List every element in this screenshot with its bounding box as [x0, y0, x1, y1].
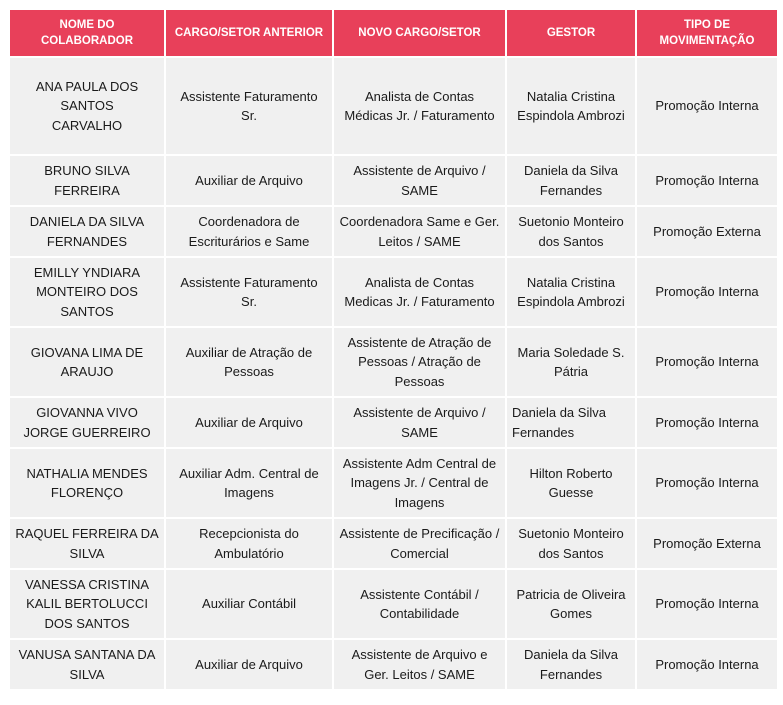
cell-gestor: Hilton Roberto Guesse: [507, 449, 635, 517]
cell-nome: GIOVANA LIMA DE ARAUJO: [10, 328, 164, 396]
cell-tipo: Promoção Externa: [637, 207, 777, 256]
table-row: [10, 156, 777, 205]
cell-nome: ANA PAULA DOS SANTOS CARVALHO: [10, 58, 164, 154]
cell-novo: Assistente de Atração de Pessoas / Atração de Pessoas: [334, 328, 505, 396]
cell-anterior: Auxiliar Adm. Central de Imagens: [166, 449, 332, 517]
cell-gestor: Daniela da Silva Fernandes: [507, 640, 635, 689]
cell-tipo: Promoção Interna: [637, 570, 777, 638]
cell-anterior: Auxiliar de Atração de Pessoas: [166, 328, 332, 396]
movimentacao-table: [8, 8, 779, 691]
cell-anterior: Auxiliar de Arquivo: [166, 640, 332, 689]
cell-gestor: Patricia de Oliveira Gomes: [507, 570, 635, 638]
table-row: [10, 207, 777, 256]
header-nome: NOME DO COLABORADOR: [10, 10, 164, 56]
cell-anterior: Assistente Faturamento Sr.: [166, 258, 332, 326]
header-row: [10, 10, 777, 56]
cell-tipo: Promoção Interna: [637, 156, 777, 205]
cell-nome: EMILLY YNDIARA MONTEIRO DOS SANTOS: [10, 258, 164, 326]
header-novo-cargo: NOVO CARGO/SETOR: [334, 10, 505, 56]
cell-gestor: Natalia Cristina Espindola Ambrozi: [507, 58, 635, 154]
cell-gestor: Maria Soledade S. Pátria: [507, 328, 635, 396]
table-row: [10, 640, 777, 689]
cell-anterior: Recepcionista do Ambulatório: [166, 519, 332, 568]
cell-novo: Assistente de Arquivo / SAME: [334, 156, 505, 205]
table-row: [10, 519, 777, 568]
cell-nome: DANIELA DA SILVA FERNANDES: [10, 207, 164, 256]
cell-anterior: Assistente Faturamento Sr.: [166, 58, 332, 154]
cell-gestor: Suetonio Monteiro dos Santos: [507, 207, 635, 256]
cell-gestor: Natalia Cristina Espindola Ambrozi: [507, 258, 635, 326]
cell-novo: Assistente Contábil / Contabilidade: [334, 570, 505, 638]
table-row: [10, 398, 777, 447]
cell-gestor: Daniela da Silva Fernandes: [507, 156, 635, 205]
cell-gestor: Suetonio Monteiro dos Santos: [507, 519, 635, 568]
cell-tipo: Promoção Interna: [637, 328, 777, 396]
cell-tipo: Promoção Interna: [637, 58, 777, 154]
table-row: [10, 58, 777, 154]
cell-novo: Analista de Contas Médicas Jr. / Faturamento: [334, 58, 505, 154]
cell-tipo: Promoção Interna: [637, 258, 777, 326]
cell-novo: Assistente de Precificação / Comercial: [334, 519, 505, 568]
cell-anterior: Auxiliar Contábil: [166, 570, 332, 638]
header-cargo-anterior: CARGO/SETOR ANTERIOR: [166, 10, 332, 56]
cell-nome: VANESSA CRISTINA KALIL BERTOLUCCI DOS SANTOS: [10, 570, 164, 638]
cell-anterior: Auxiliar de Arquivo: [166, 398, 332, 447]
table-row: [10, 328, 777, 396]
cell-tipo: Promoção Externa: [637, 519, 777, 568]
cell-anterior: Auxiliar de Arquivo: [166, 156, 332, 205]
cell-nome: GIOVANNA VIVO JORGE GUERREIRO: [10, 398, 164, 447]
header-tipo: TIPO DE MOVIMENTAÇÃO: [637, 10, 777, 56]
cell-novo: Assistente de Arquivo / SAME: [334, 398, 505, 447]
table-row: [10, 570, 777, 638]
table-row: [10, 449, 777, 517]
cell-nome: NATHALIA MENDES FLORENÇO: [10, 449, 164, 517]
cell-tipo: Promoção Interna: [637, 449, 777, 517]
cell-novo: Analista de Contas Medicas Jr. / Faturamento: [334, 258, 505, 326]
cell-novo: Assistente de Arquivo e Ger. Leitos / SAME: [334, 640, 505, 689]
cell-nome: VANUSA SANTANA DA SILVA: [10, 640, 164, 689]
cell-tipo: Promoção Interna: [637, 398, 777, 447]
table-row: [10, 258, 777, 326]
cell-tipo: Promoção Interna: [637, 640, 777, 689]
cell-novo: Assistente Adm Central de Imagens Jr. / Central de Imagens: [334, 449, 505, 517]
header-gestor: GESTOR: [507, 10, 635, 56]
cell-gestor: Daniela da Silva Fernandes: [507, 398, 635, 447]
cell-nome: RAQUEL FERREIRA DA SILVA: [10, 519, 164, 568]
cell-nome: BRUNO SILVA FERREIRA: [10, 156, 164, 205]
cell-anterior: Coordenadora de Escriturários e Same: [166, 207, 332, 256]
cell-novo: Coordenadora Same e Ger. Leitos / SAME: [334, 207, 505, 256]
